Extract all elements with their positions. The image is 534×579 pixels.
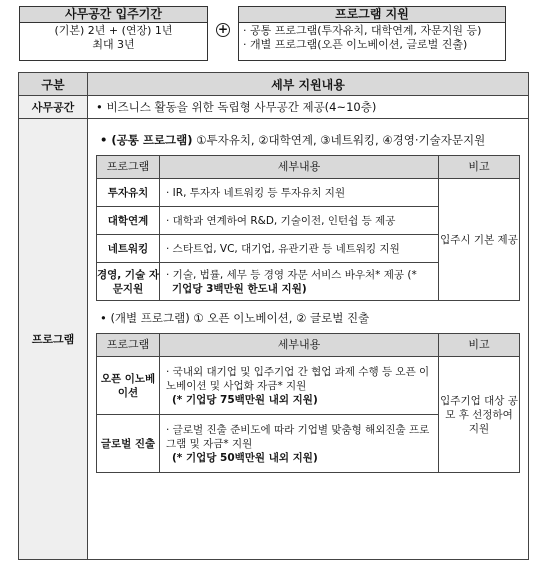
office-text: • 비즈니스 활동을 위한 독립형 사무공간 제공(4~10층): [88, 96, 529, 119]
office-row: [19, 96, 529, 119]
individual-row-subnote: (* 기업당 50백만원 내외 지원): [172, 451, 318, 464]
category-header: 구분: [19, 73, 88, 96]
period-line-1: (기본) 2년 + (연장) 1년: [54, 24, 173, 37]
program-label: 프로그램: [19, 119, 88, 560]
individual-row-detail: · 글로벌 진출 준비도에 따라 기업별 맞춤형 해외진출 프로그램 및 자금* 지원: [166, 423, 430, 450]
program-detail-cell: [88, 119, 529, 560]
common-row-detail: · 대학과 연계하여 R&D, 기술이전, 인턴쉽 등 제공: [160, 207, 439, 235]
individual-row-subnote: (* 기업당 75백만원 내외 지원): [172, 393, 318, 406]
common-program-title-prefix: • (공통 프로그램): [100, 133, 193, 147]
program-support-line-1: · 공통 프로그램(투자유치, 대학연계, 자문지원 등): [243, 24, 482, 37]
individual-row-name: 오픈 이노베이션: [97, 357, 160, 415]
common-head-detail: 세부내용: [160, 156, 439, 179]
table-row: [97, 357, 520, 415]
office-label: 사무공간: [19, 96, 88, 119]
common-program-title: [96, 131, 520, 149]
period-box-header: 사무공간 입주기간: [20, 7, 207, 23]
support-table: [18, 72, 529, 560]
individual-program-table: [96, 333, 520, 473]
period-box: [19, 6, 208, 61]
common-row-name: 투자유치: [97, 179, 160, 207]
individual-note: 입주기업 대상 공모 후 선정하여 지원: [439, 357, 520, 473]
program-support-line-2: · 개별 프로그램(오픈 이노베이션, 글로벌 진출): [243, 38, 468, 51]
individual-head-detail: 세부내용: [160, 334, 439, 357]
common-note: 입주시 기본 제공: [439, 179, 520, 301]
common-row-name: 네트워킹: [97, 235, 160, 263]
common-row-detail: · 스타트업, VC, 대기업, 유관기관 등 네트워킹 지원: [160, 235, 439, 263]
support-table-header: [19, 73, 529, 96]
common-row-detail: · IR, 투자자 네트워킹 등 투자유치 지원: [160, 179, 439, 207]
common-row-detail: · 기술, 법률, 세무 등 경영 자문 서비스 바우처* 제공 (*: [166, 268, 417, 281]
common-program-title-items: ①투자유치, ②대학연계, ③네트워킹, ④경영·기술자문지원: [196, 133, 486, 147]
common-program-table: [96, 155, 520, 301]
detail-header: 세부 지원내용: [88, 73, 529, 96]
common-head-program: 프로그램: [97, 156, 160, 179]
program-support-box: [238, 6, 506, 61]
common-head-note: 비고: [439, 156, 520, 179]
common-row-subnote: 기업당 3백만원 한도내 지원): [172, 282, 307, 295]
individual-row-name: 글로벌 진출: [97, 415, 160, 473]
program-support-header: 프로그램 지원: [239, 7, 505, 23]
individual-head-program: 프로그램: [97, 334, 160, 357]
table-row: [97, 179, 520, 207]
individual-program-title: • (개별 프로그램) ① 오픈 이노베이션, ② 글로벌 진출: [100, 311, 370, 325]
plus-icon: +: [217, 22, 229, 36]
common-row-name: 대학연계: [97, 207, 160, 235]
program-row: [19, 119, 529, 560]
period-line-2: 최대 3년: [92, 38, 135, 51]
individual-head-note: 비고: [439, 334, 520, 357]
common-row-name: 경영, 기술 자문지원: [97, 263, 160, 301]
individual-row-detail: · 국내외 대기업 및 입주기업 간 협업 과제 수행 등 오픈 이노베이션 및 사업화 자금* 지원: [166, 365, 430, 392]
